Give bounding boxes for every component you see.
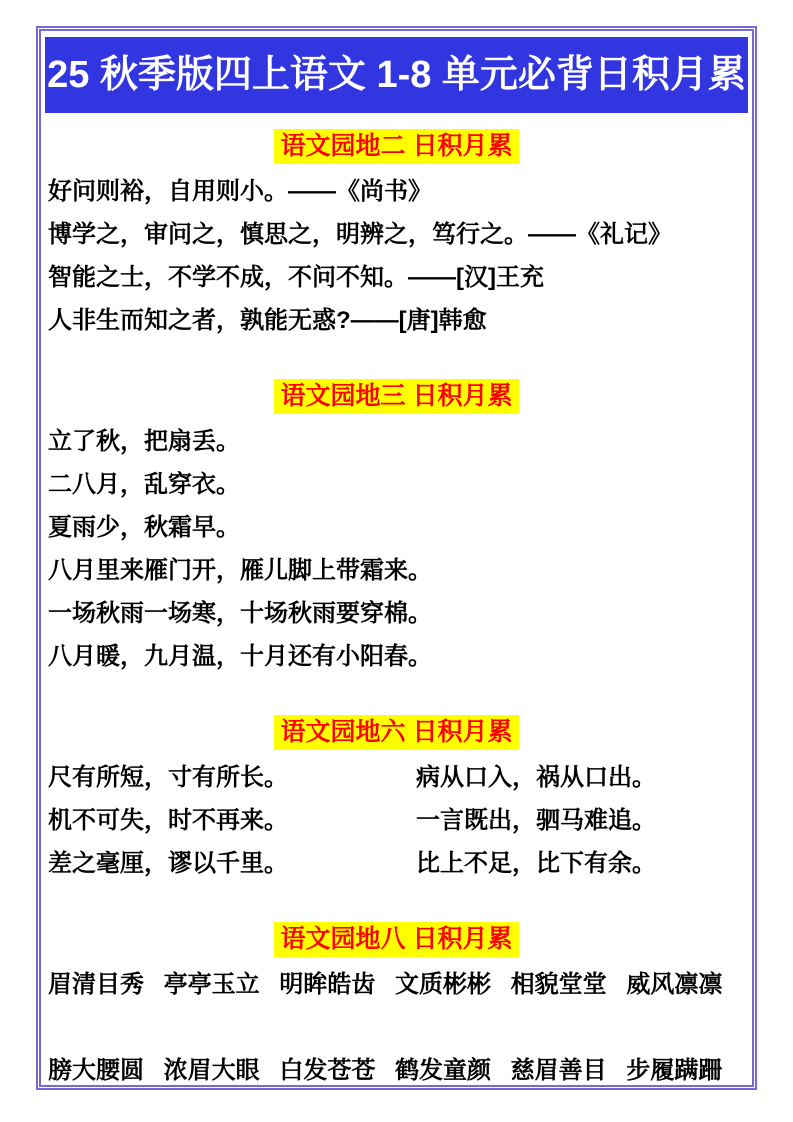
text-line-left: 尺有所短，寸有所长。 [48,764,288,791]
section [41,379,752,678]
section-header: 语文园地八 日积月累 [274,922,520,957]
section-header-row [41,129,752,166]
section [41,715,752,885]
section-body [48,756,752,885]
text-line: 人非生而知之者，孰能无惑?——[唐]韩愈 [48,307,487,334]
text-line: 八月暖，九月温，十月还有小阳春。 [48,643,432,670]
text-row [48,842,752,885]
page-title: 25 秋季版四上语文 1-8 单元必背日积月累 [45,37,748,113]
section-header: 语文园地二 日积月累 [274,129,520,164]
text-line-left: 机不可失，时不再来。 [48,807,288,834]
section-header: 语文园地三 日积月累 [274,379,520,414]
text-line: 博学之，审问之，慎思之，明辨之，笃行之。——《礼记》 [48,221,672,248]
text-row [48,799,752,842]
section [41,922,752,1090]
section-header-row [41,922,752,959]
text-line: 好问则裕，自用则小。——《尚书》 [48,178,432,205]
text-line: 立了秋，把扇丢。 [48,428,240,455]
text-line: 夏雨少，秋霜早。 [48,514,240,541]
page-frame [36,26,757,1090]
text-line: 二八月，乱穿衣。 [48,471,240,498]
text-line-right: 一言既出，驷马难追。 [416,807,656,834]
text-line-right: 病从口入，祸从口出。 [416,764,656,791]
section-body [48,963,752,1090]
content [41,129,752,1090]
section-body [48,420,752,678]
text-line: 一场秋雨一场寒，十场秋雨要穿棉。 [48,600,432,627]
section-body [48,170,752,342]
section-header: 语文园地六 日积月累 [274,715,520,750]
text-row [48,756,752,799]
text-line-right: 比上不足，比下有余。 [416,850,656,877]
section [41,129,752,342]
section-header-row [41,379,752,416]
section-header-row [41,715,752,752]
text-line: 膀大腰圆 浓眉大眼 白发苍苍 鹤发童颜 慈眉善目 步履蹒跚 [48,1057,723,1084]
text-line-left: 差之毫厘，谬以千里。 [48,850,288,877]
blank-line [48,1006,752,1049]
text-line: 智能之士，不学不成，不问不知。——[汉]王充 [48,264,544,291]
text-line: 八月里来雁门开，雁儿脚上带霜来。 [48,557,432,584]
text-line: 眉清目秀 亭亭玉立 明眸皓齿 文质彬彬 相貌堂堂 威风凛凛 [48,971,723,998]
